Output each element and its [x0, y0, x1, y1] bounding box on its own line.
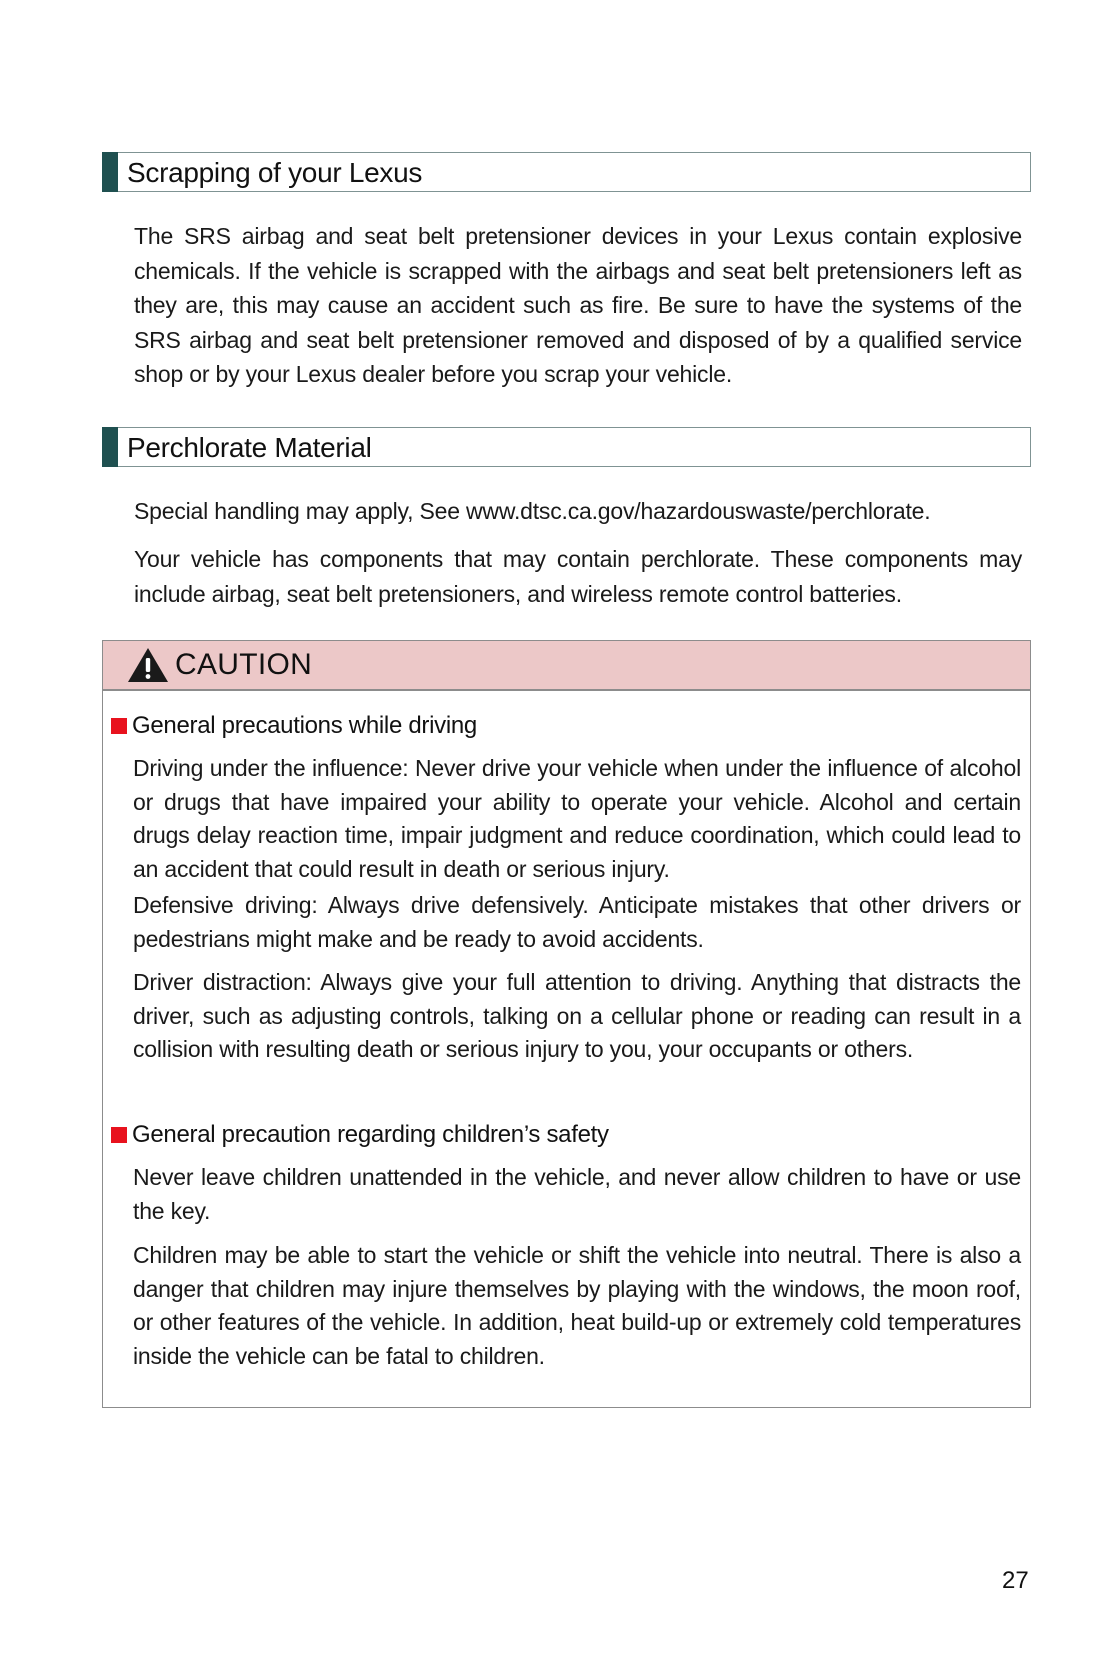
section-title: Scrapping of your Lexus [127, 157, 423, 188]
caution-label: CAUTION [175, 648, 313, 681]
perchlorate-handling-paragraph: Special handling may apply, See www.dtsc.ca.gov/hazardouswaste/perchlorate. [134, 498, 931, 524]
caution-subheading-driving [111, 710, 477, 742]
red-square-bullet-icon [111, 1127, 127, 1143]
children-dangers-paragraph: Children may be able to start the vehicle or shift the vehicle into neutral. There is also a danger that children may injure themselves by playing with the windows, the moon roof, or other features of the vehicle. In addition, heat build-up or extremely cold temperatures inside the vehicle can be fatal to children. [133, 1242, 1021, 1369]
defensive-driving-paragraph: Defensive driving: Always drive defensively. Anticipate mistakes that other drivers or pedestrians might make and be ready to avoid accidents. [133, 892, 1021, 952]
section-title: Perchlorate Material [127, 432, 372, 463]
subheading-text: General precaution regarding children’s safety [132, 1121, 609, 1148]
caution-subheading-children [111, 1119, 609, 1151]
caution-header [103, 641, 1030, 691]
section-header-scrapping [102, 152, 1031, 192]
children-unattended-paragraph: Never leave children unattended in the vehicle, and never allow children to have or use the key. [133, 1164, 1021, 1224]
section-accent-bar [102, 152, 118, 192]
perchlorate-components-paragraph: Your vehicle has components that may contain perchlorate. These components may include airbag, seat belt pretensioners, and wireless remote control batteries. [134, 546, 1022, 607]
section-accent-bar [102, 427, 118, 467]
subheading-text: General precautions while driving [132, 712, 477, 739]
warning-triangle-icon [127, 647, 169, 683]
driving-under-influence-paragraph: Driving under the influence: Never drive your vehicle when under the influence of alcohol or drugs that have impaired your ability to operate your vehicle. Alcohol and certain drugs delay reaction time, impair judgment and reduce coordination, which could lead to an accident that could result in death or serious injury. [133, 755, 1021, 882]
page-number: 27 [1002, 1567, 1029, 1594]
caution-box [102, 640, 1031, 1408]
red-square-bullet-icon [111, 718, 127, 734]
driver-distraction-paragraph: Driver distraction: Always give your full attention to driving. Anything that distracts the driver, such as adjusting controls, talking on a cellular phone or reading can result in a collision with resulting death or serious injury to you, your occupants or others. [133, 969, 1021, 1062]
section-header-perchlorate [102, 427, 1031, 467]
scrapping-paragraph: The SRS airbag and seat belt pretensioner devices in your Lexus contain explosive chemicals. If the vehicle is scrapped with the airbags and seat belt pretensioners left as they are, this may cause an accident such as fire. Be sure to have the systems of the SRS airbag and seat belt pretensioner removed and disposed of by a qualified service shop or by your Lexus dealer before you scrap your vehicle. [134, 223, 1022, 387]
